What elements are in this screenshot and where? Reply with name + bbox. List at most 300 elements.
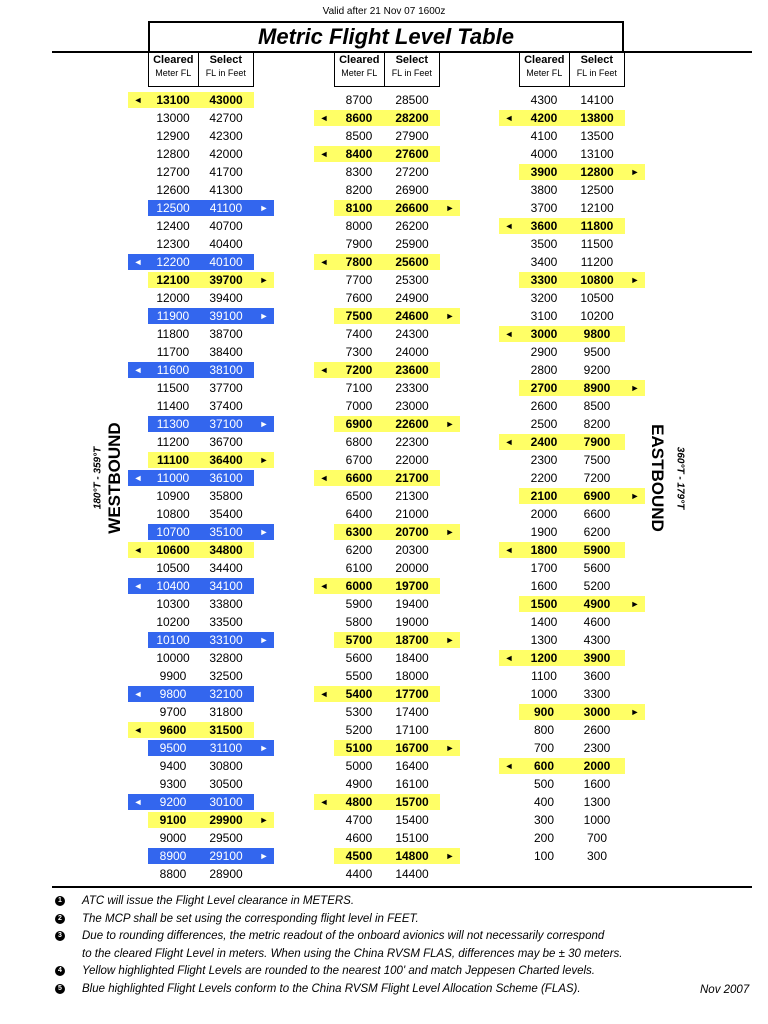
cleared-header: Cleared bbox=[153, 54, 194, 66]
valid-date: Valid after 21 Nov 07 1600z bbox=[322, 6, 446, 17]
arrow-left-icon: ◄ bbox=[319, 473, 329, 483]
meter-fl: 2800 bbox=[530, 363, 558, 377]
meter-fl: 3100 bbox=[530, 309, 558, 323]
cleared-header: Cleared bbox=[339, 54, 380, 66]
meter-fl: 8600 bbox=[345, 111, 373, 125]
notes-list bbox=[55, 893, 755, 998]
select-header: Select bbox=[580, 54, 613, 66]
westbound-label: WESTBOUND bbox=[105, 422, 124, 534]
feet-fl: 41300 bbox=[209, 183, 243, 197]
arrow-left-icon: ◄ bbox=[319, 689, 329, 699]
note-text: Yellow highlighted Flight Levels are rounded to the nearest 100' and match Jeppesen Charted levels. bbox=[82, 965, 595, 977]
meter-fl: 9100 bbox=[159, 813, 187, 827]
meter-fl: 1400 bbox=[530, 615, 558, 629]
feet-fl: 29500 bbox=[209, 831, 243, 845]
meter-fl: 5300 bbox=[345, 705, 373, 719]
feet-fl: 20300 bbox=[395, 543, 429, 557]
feet-fl: 35400 bbox=[209, 507, 243, 521]
meter-fl: 9700 bbox=[159, 705, 187, 719]
feet-fl: 41700 bbox=[209, 165, 243, 179]
meter-fl: 2600 bbox=[530, 399, 558, 413]
note-item bbox=[55, 928, 755, 946]
note-text: The MCP shall be set using the corresponding flight level in FEET. bbox=[82, 912, 419, 925]
feet-fl: 21700 bbox=[395, 471, 429, 485]
meter-fl: 8200 bbox=[345, 183, 373, 197]
meter-fl: 12400 bbox=[156, 219, 190, 233]
meter-fl: 12900 bbox=[156, 129, 190, 143]
feet-fl: 31100 bbox=[209, 741, 243, 755]
meter-fl: 10900 bbox=[156, 489, 190, 503]
feet-fl: 34100 bbox=[209, 579, 243, 593]
feet-fl: 39400 bbox=[209, 291, 243, 305]
feet-fl: 5600 bbox=[583, 561, 611, 575]
feet-fl: 4900 bbox=[583, 597, 611, 611]
feet-fl: 37700 bbox=[209, 381, 243, 395]
meter-fl: 7900 bbox=[345, 237, 373, 251]
feet-fl: 27200 bbox=[395, 165, 429, 179]
meter-fl: 9400 bbox=[159, 759, 187, 773]
meter-fl: 7100 bbox=[345, 381, 373, 395]
meter-fl: 5700 bbox=[345, 633, 373, 647]
feet-fl: 39100 bbox=[209, 309, 243, 323]
meter-fl: 3500 bbox=[530, 237, 558, 251]
arrow-left-icon: ◄ bbox=[133, 95, 143, 105]
meter-fl: 12500 bbox=[156, 201, 190, 215]
meter-fl: 3400 bbox=[530, 255, 558, 269]
feet-fl: 42000 bbox=[209, 147, 243, 161]
feet-fl: 13500 bbox=[580, 129, 614, 143]
arrow-right-icon: ► bbox=[445, 419, 455, 429]
meter-fl: 6100 bbox=[345, 561, 373, 575]
feet-fl: 11200 bbox=[580, 255, 614, 269]
select-sub: FL in Feet bbox=[391, 68, 432, 78]
meter-fl: 11000 bbox=[156, 471, 190, 485]
feet-fl: 18400 bbox=[395, 651, 429, 665]
feet-fl: 15700 bbox=[395, 795, 429, 809]
feet-fl: 28200 bbox=[395, 111, 429, 125]
meter-fl: 5600 bbox=[345, 651, 373, 665]
note-number-icon: 4 bbox=[55, 966, 65, 976]
feet-fl: 17400 bbox=[395, 705, 429, 719]
feet-fl: 13800 bbox=[580, 111, 614, 125]
feet-fl: 31500 bbox=[209, 723, 243, 737]
feet-fl: 40700 bbox=[209, 219, 243, 233]
meter-fl: 100 bbox=[533, 849, 555, 863]
meter-fl: 7600 bbox=[345, 291, 373, 305]
arrow-right-icon: ► bbox=[259, 743, 269, 753]
feet-fl: 9800 bbox=[583, 327, 611, 341]
feet-fl: 31800 bbox=[209, 705, 243, 719]
feet-fl: 19000 bbox=[395, 615, 429, 629]
arrow-left-icon: ◄ bbox=[319, 149, 329, 159]
feet-fl: 3900 bbox=[583, 651, 611, 665]
feet-fl: 11500 bbox=[580, 237, 614, 251]
meter-fl: 9300 bbox=[159, 777, 187, 791]
arrow-left-icon: ◄ bbox=[319, 365, 329, 375]
arrow-right-icon: ► bbox=[259, 851, 269, 861]
feet-fl: 1000 bbox=[583, 813, 611, 827]
arrow-left-icon: ◄ bbox=[504, 329, 514, 339]
feet-fl: 23300 bbox=[395, 381, 429, 395]
feet-fl: 8900 bbox=[583, 381, 611, 395]
meter-fl: 11800 bbox=[156, 327, 190, 341]
feet-fl: 38400 bbox=[209, 345, 243, 359]
meter-fl: 4100 bbox=[530, 129, 558, 143]
note-item bbox=[55, 981, 755, 999]
feet-fl: 11800 bbox=[580, 219, 614, 233]
meter-fl: 7500 bbox=[345, 309, 373, 323]
meter-fl: 9800 bbox=[159, 687, 187, 701]
feet-fl: 15400 bbox=[395, 813, 429, 827]
cleared-sub: Meter FL bbox=[526, 68, 563, 78]
feet-fl: 28900 bbox=[209, 867, 243, 881]
arrow-left-icon: ◄ bbox=[133, 545, 143, 555]
select-sub: FL in Feet bbox=[205, 68, 246, 78]
feet-fl: 34400 bbox=[209, 561, 243, 575]
meter-fl: 6300 bbox=[345, 525, 373, 539]
feet-fl: 4600 bbox=[583, 615, 611, 629]
feet-fl: 16700 bbox=[395, 741, 429, 755]
select-sub: FL in Feet bbox=[576, 68, 617, 78]
meter-fl: 4800 bbox=[345, 795, 373, 809]
meter-fl: 12800 bbox=[156, 147, 190, 161]
meter-fl: 2100 bbox=[530, 489, 558, 503]
meter-fl: 11500 bbox=[156, 381, 190, 395]
feet-fl: 2300 bbox=[583, 741, 611, 755]
note-number-icon: 3 bbox=[55, 931, 65, 941]
feet-fl: 24600 bbox=[395, 309, 429, 323]
meter-fl: 7800 bbox=[345, 255, 373, 269]
arrow-left-icon: ◄ bbox=[504, 221, 514, 231]
arrow-right-icon: ► bbox=[259, 275, 269, 285]
feet-fl: 26600 bbox=[395, 201, 429, 215]
feet-fl: 24900 bbox=[395, 291, 429, 305]
arrow-left-icon: ◄ bbox=[504, 761, 514, 771]
feet-fl: 3300 bbox=[583, 687, 611, 701]
meter-fl: 8900 bbox=[159, 849, 187, 863]
meter-fl: 9500 bbox=[159, 741, 187, 755]
feet-fl: 33500 bbox=[209, 615, 243, 629]
feet-fl: 16100 bbox=[395, 777, 429, 791]
arrow-right-icon: ► bbox=[445, 527, 455, 537]
meter-fl: 4900 bbox=[345, 777, 373, 791]
arrow-right-icon: ► bbox=[445, 203, 455, 213]
arrow-right-icon: ► bbox=[259, 203, 269, 213]
note-item bbox=[55, 963, 755, 981]
meter-fl: 9900 bbox=[159, 669, 187, 683]
feet-fl: 36100 bbox=[209, 471, 243, 485]
feet-fl: 14400 bbox=[395, 867, 429, 881]
feet-fl: 22300 bbox=[395, 435, 429, 449]
meter-fl: 6800 bbox=[345, 435, 373, 449]
meter-fl: 10400 bbox=[156, 579, 190, 593]
note-number-icon: 2 bbox=[55, 914, 65, 924]
feet-fl: 25300 bbox=[395, 273, 429, 287]
eastbound-range: 360°T - 179°T bbox=[674, 446, 686, 510]
meter-fl: 300 bbox=[533, 813, 555, 827]
meter-fl: 11200 bbox=[156, 435, 190, 449]
arrow-left-icon: ◄ bbox=[504, 653, 514, 663]
meter-fl: 3700 bbox=[530, 201, 558, 215]
feet-fl: 40400 bbox=[209, 237, 243, 251]
eastbound-label: EASTBOUND bbox=[648, 424, 667, 532]
feet-fl: 16400 bbox=[395, 759, 429, 773]
feet-fl: 36700 bbox=[209, 435, 243, 449]
feet-fl: 14800 bbox=[395, 849, 429, 863]
feet-fl: 12500 bbox=[580, 183, 614, 197]
feet-fl: 23600 bbox=[395, 363, 429, 377]
arrow-right-icon: ► bbox=[630, 275, 640, 285]
arrow-left-icon: ◄ bbox=[133, 581, 143, 591]
westbound-range: 180°T - 359°T bbox=[92, 446, 104, 510]
feet-fl: 12100 bbox=[580, 201, 614, 215]
feet-fl: 1300 bbox=[583, 795, 611, 809]
feet-fl: 25900 bbox=[395, 237, 429, 251]
meter-fl: 400 bbox=[533, 795, 555, 809]
feet-fl: 42700 bbox=[209, 111, 243, 125]
meter-fl: 12000 bbox=[156, 291, 190, 305]
select-header: Select bbox=[209, 54, 242, 66]
note-text: ATC will issue the Flight Level clearance in METERS. bbox=[82, 895, 355, 907]
feet-fl: 35100 bbox=[209, 525, 243, 539]
feet-fl: 2000 bbox=[583, 759, 611, 773]
feet-fl: 7200 bbox=[583, 471, 611, 485]
arrow-left-icon: ◄ bbox=[504, 113, 514, 123]
meter-fl: 11300 bbox=[156, 417, 190, 431]
feet-fl: 23000 bbox=[395, 399, 429, 413]
meter-fl: 5900 bbox=[345, 597, 373, 611]
feet-fl: 18000 bbox=[395, 669, 429, 683]
feet-fl: 19400 bbox=[395, 597, 429, 611]
note-text: to the cleared Flight Level in meters. When using the China RVSM FLAS, differences may be ± 30 meters. bbox=[82, 947, 623, 960]
meter-fl: 4600 bbox=[345, 831, 373, 845]
meter-fl: 700 bbox=[533, 741, 555, 755]
meter-fl: 9600 bbox=[159, 723, 187, 737]
cleared-sub: Meter FL bbox=[155, 68, 192, 78]
feet-fl: 33800 bbox=[209, 597, 243, 611]
meter-fl: 11900 bbox=[156, 309, 190, 323]
meter-fl: 11600 bbox=[156, 363, 190, 377]
column-header-3 bbox=[519, 53, 625, 87]
meter-fl: 7000 bbox=[345, 399, 373, 413]
note-item bbox=[55, 946, 755, 964]
meter-fl: 600 bbox=[533, 759, 555, 773]
feet-fl: 10800 bbox=[580, 273, 614, 287]
meter-fl: 5400 bbox=[345, 687, 373, 701]
meter-fl: 6700 bbox=[345, 453, 373, 467]
meter-fl: 7400 bbox=[345, 327, 373, 341]
meter-fl: 7200 bbox=[345, 363, 373, 377]
meter-fl: 6000 bbox=[345, 579, 373, 593]
feet-fl: 29100 bbox=[209, 849, 243, 863]
feet-fl: 40100 bbox=[209, 255, 243, 269]
feet-fl: 9500 bbox=[583, 345, 611, 359]
meter-fl: 1100 bbox=[531, 669, 557, 683]
feet-fl: 28500 bbox=[395, 93, 429, 107]
feet-fl: 17100 bbox=[395, 723, 429, 737]
feet-fl: 21000 bbox=[395, 507, 429, 521]
feet-fl: 37400 bbox=[209, 399, 243, 413]
meter-fl: 1800 bbox=[530, 543, 558, 557]
feet-fl: 20700 bbox=[395, 525, 429, 539]
arrow-left-icon: ◄ bbox=[133, 797, 143, 807]
meter-fl: 5500 bbox=[345, 669, 373, 683]
feet-fl: 5200 bbox=[583, 579, 611, 593]
meter-fl: 11100 bbox=[156, 453, 190, 467]
arrow-right-icon: ► bbox=[630, 167, 640, 177]
feet-fl: 4300 bbox=[583, 633, 611, 647]
meter-fl: 3600 bbox=[530, 219, 558, 233]
arrow-right-icon: ► bbox=[259, 815, 269, 825]
feet-fl: 2600 bbox=[583, 723, 611, 737]
bottom-rule bbox=[52, 886, 752, 888]
arrow-right-icon: ► bbox=[445, 743, 455, 753]
meter-fl: 500 bbox=[533, 777, 555, 791]
feet-fl: 10200 bbox=[580, 309, 614, 323]
feet-fl: 34800 bbox=[209, 543, 243, 557]
meter-fl: 6400 bbox=[345, 507, 373, 521]
feet-fl: 300 bbox=[586, 849, 608, 863]
page-title: Metric Flight Level Table bbox=[148, 21, 624, 51]
arrow-left-icon: ◄ bbox=[504, 437, 514, 447]
feet-fl: 7500 bbox=[583, 453, 611, 467]
cleared-sub: Meter FL bbox=[341, 68, 378, 78]
feet-fl: 8500 bbox=[583, 399, 611, 413]
meter-fl: 4300 bbox=[530, 93, 558, 107]
meter-fl: 10200 bbox=[156, 615, 190, 629]
meter-fl: 900 bbox=[533, 705, 555, 719]
arrow-right-icon: ► bbox=[259, 419, 269, 429]
feet-fl: 24300 bbox=[395, 327, 429, 341]
meter-fl: 3900 bbox=[530, 165, 558, 179]
feet-fl: 9200 bbox=[583, 363, 611, 377]
meter-fl: 4700 bbox=[345, 813, 373, 827]
meter-fl: 8400 bbox=[345, 147, 373, 161]
meter-fl: 4000 bbox=[530, 147, 558, 161]
feet-fl: 7900 bbox=[583, 435, 611, 449]
meter-fl: 3300 bbox=[530, 273, 558, 287]
feet-fl: 27600 bbox=[395, 147, 429, 161]
feet-fl: 22600 bbox=[395, 417, 429, 431]
arrow-left-icon: ◄ bbox=[133, 257, 143, 267]
feet-fl: 1600 bbox=[583, 777, 611, 791]
meter-fl: 7300 bbox=[345, 345, 373, 359]
meter-fl: 10800 bbox=[156, 507, 190, 521]
meter-fl: 8800 bbox=[159, 867, 187, 881]
meter-fl: 200 bbox=[533, 831, 555, 845]
meter-fl: 4500 bbox=[345, 849, 373, 863]
meter-fl: 6500 bbox=[345, 489, 373, 503]
feet-fl: 33100 bbox=[209, 633, 243, 647]
feet-fl: 14100 bbox=[580, 93, 614, 107]
arrow-left-icon: ◄ bbox=[133, 473, 143, 483]
feet-fl: 700 bbox=[586, 831, 608, 845]
feet-fl: 32500 bbox=[209, 669, 243, 683]
arrow-left-icon: ◄ bbox=[133, 725, 143, 735]
meter-fl: 10000 bbox=[156, 651, 190, 665]
meter-fl: 13000 bbox=[156, 111, 190, 125]
meter-fl: 1900 bbox=[530, 525, 558, 539]
feet-fl: 30100 bbox=[209, 795, 243, 809]
meter-fl: 1000 bbox=[530, 687, 558, 701]
arrow-right-icon: ► bbox=[630, 491, 640, 501]
feet-fl: 3600 bbox=[583, 669, 611, 683]
meter-fl: 8000 bbox=[345, 219, 373, 233]
feet-fl: 8200 bbox=[583, 417, 611, 431]
meter-fl: 1500 bbox=[530, 597, 558, 611]
meter-fl: 1600 bbox=[530, 579, 558, 593]
feet-fl: 30500 bbox=[209, 777, 243, 791]
feet-fl: 20000 bbox=[395, 561, 429, 575]
meter-fl: 6600 bbox=[345, 471, 373, 485]
feet-fl: 39700 bbox=[209, 273, 243, 287]
feet-fl: 19700 bbox=[395, 579, 429, 593]
meter-fl: 10300 bbox=[156, 597, 190, 611]
meter-fl: 3200 bbox=[530, 291, 558, 305]
feet-fl: 24000 bbox=[395, 345, 429, 359]
feet-fl: 12800 bbox=[580, 165, 614, 179]
feet-fl: 43000 bbox=[209, 93, 243, 107]
arrow-right-icon: ► bbox=[630, 383, 640, 393]
arrow-right-icon: ► bbox=[445, 635, 455, 645]
meter-fl: 13100 bbox=[156, 93, 190, 107]
feet-fl: 32100 bbox=[209, 687, 243, 701]
meter-fl: 3800 bbox=[530, 183, 558, 197]
feet-fl: 35800 bbox=[209, 489, 243, 503]
meter-fl: 12700 bbox=[156, 165, 190, 179]
meter-fl: 2700 bbox=[530, 381, 558, 395]
meter-fl: 9000 bbox=[159, 831, 187, 845]
feet-fl: 25600 bbox=[395, 255, 429, 269]
column-header-2 bbox=[334, 53, 440, 87]
meter-fl: 800 bbox=[533, 723, 555, 737]
feet-fl: 38100 bbox=[209, 363, 243, 377]
arrow-right-icon: ► bbox=[259, 527, 269, 537]
meter-fl: 2000 bbox=[530, 507, 558, 521]
arrow-left-icon: ◄ bbox=[319, 581, 329, 591]
arrow-left-icon: ◄ bbox=[319, 113, 329, 123]
meter-fl: 7700 bbox=[345, 273, 373, 287]
meter-fl: 1700 bbox=[530, 561, 558, 575]
feet-fl: 32800 bbox=[209, 651, 243, 665]
meter-fl: 4400 bbox=[345, 867, 373, 881]
meter-fl: 10700 bbox=[156, 525, 190, 539]
meter-fl: 5100 bbox=[345, 741, 373, 755]
meter-fl: 4200 bbox=[530, 111, 558, 125]
feet-fl: 38700 bbox=[209, 327, 243, 341]
feet-fl: 41100 bbox=[209, 201, 243, 215]
arrow-left-icon: ◄ bbox=[133, 689, 143, 699]
arrow-left-icon: ◄ bbox=[319, 797, 329, 807]
feet-fl: 18700 bbox=[395, 633, 429, 647]
arrow-left-icon: ◄ bbox=[319, 257, 329, 267]
meter-fl: 6900 bbox=[345, 417, 373, 431]
arrow-right-icon: ► bbox=[630, 599, 640, 609]
meter-fl: 2900 bbox=[530, 345, 558, 359]
feet-fl: 15100 bbox=[395, 831, 429, 845]
arrow-right-icon: ► bbox=[259, 311, 269, 321]
feet-fl: 21300 bbox=[395, 489, 429, 503]
feet-fl: 42300 bbox=[209, 129, 243, 143]
meter-fl: 8700 bbox=[345, 93, 373, 107]
arrow-right-icon: ► bbox=[630, 707, 640, 717]
feet-fl: 10500 bbox=[580, 291, 614, 305]
feet-fl: 13100 bbox=[580, 147, 614, 161]
meter-fl: 2400 bbox=[530, 435, 558, 449]
arrow-right-icon: ► bbox=[445, 311, 455, 321]
meter-fl: 6200 bbox=[345, 543, 373, 557]
note-number-icon: 5 bbox=[55, 984, 65, 994]
